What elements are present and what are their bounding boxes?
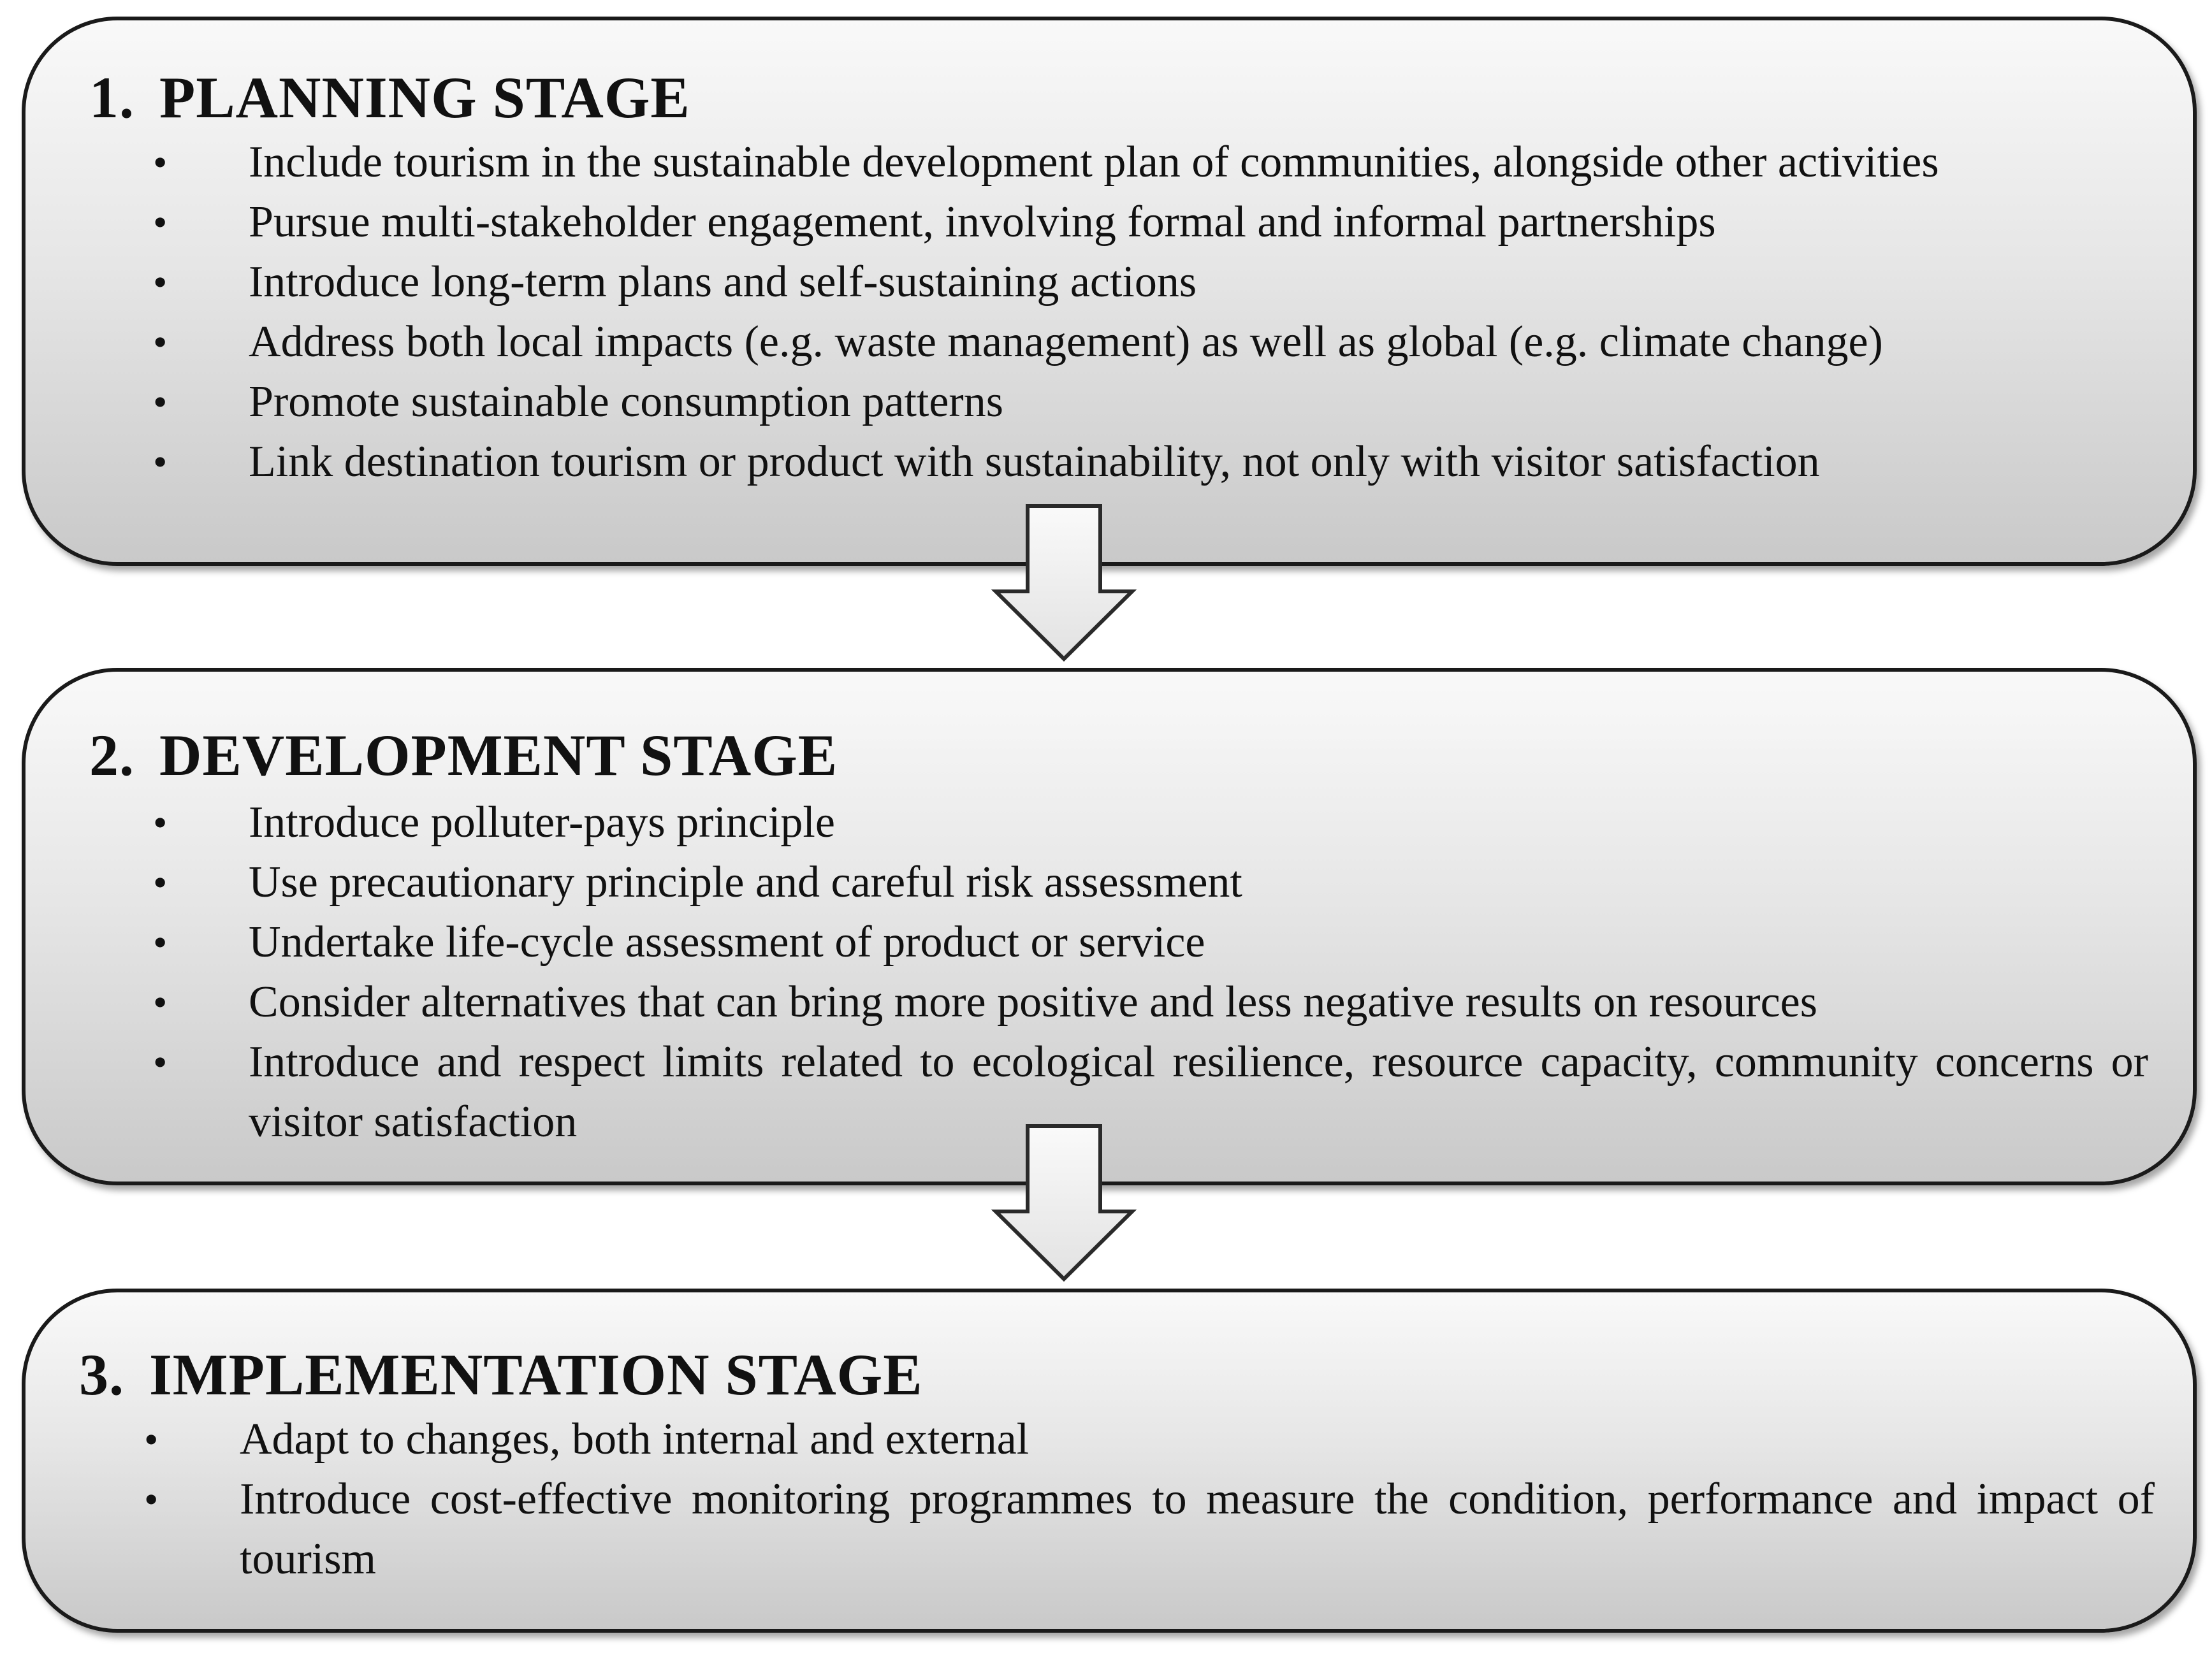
list-item: • Introduce long-term plans and self-sustaining actions bbox=[153, 252, 2148, 312]
list-item: • Address both local impacts (e.g. waste management) as well as global (e.g. climate change) bbox=[153, 312, 2148, 372]
list-item: • Pursue multi-stakeholder engagement, involving formal and informal partnerships bbox=[153, 192, 2148, 252]
development-stage-box bbox=[22, 668, 2197, 1185]
stage-title-text: IMPLEMENTATION STAGE bbox=[149, 1342, 923, 1407]
stage-number: 1. bbox=[89, 65, 135, 130]
list-item: • Use precautionary principle and careful risk assessment bbox=[153, 853, 2148, 913]
stage-bullet-list bbox=[144, 1410, 2155, 1589]
planning-stage-box bbox=[22, 17, 2197, 566]
list-item: • Adapt to changes, both internal and external bbox=[144, 1410, 2155, 1470]
list-item: • Undertake life-cycle assessment of product or service bbox=[153, 913, 2148, 972]
list-item: • Introduce polluter-pays principle bbox=[153, 793, 2148, 853]
list-item: • Introduce cost-effective monitoring programmes to measure the condition, performance and impact of tourism bbox=[144, 1470, 2155, 1589]
stage-title bbox=[89, 721, 838, 789]
down-arrow-icon bbox=[991, 503, 1137, 663]
list-item: • Link destination tourism or product with sustainability, not only with visitor satisfaction bbox=[153, 432, 2148, 492]
stage-title bbox=[89, 64, 690, 131]
down-arrow-icon bbox=[991, 1124, 1137, 1283]
stage-number: 2. bbox=[89, 723, 135, 788]
list-item: • Consider alternatives that can bring more positive and less negative results on resources bbox=[153, 972, 2148, 1032]
stage-title-text: DEVELOPMENT STAGE bbox=[159, 723, 838, 788]
stage-title bbox=[79, 1341, 923, 1408]
list-item: • Include tourism in the sustainable development plan of communities, alongside other activities bbox=[153, 133, 2148, 192]
stage-bullet-list bbox=[153, 793, 2148, 1152]
stage-title-text: PLANNING STAGE bbox=[159, 65, 690, 130]
list-item: • Promote sustainable consumption patterns bbox=[153, 372, 2148, 432]
stage-bullet-list bbox=[153, 133, 2148, 492]
implementation-stage-box bbox=[22, 1289, 2197, 1633]
list-item: • Introduce and respect limits related to ecological resilience, resource capacity, community concerns or visitor satisfaction bbox=[153, 1032, 2148, 1152]
stage-number: 3. bbox=[79, 1342, 124, 1407]
